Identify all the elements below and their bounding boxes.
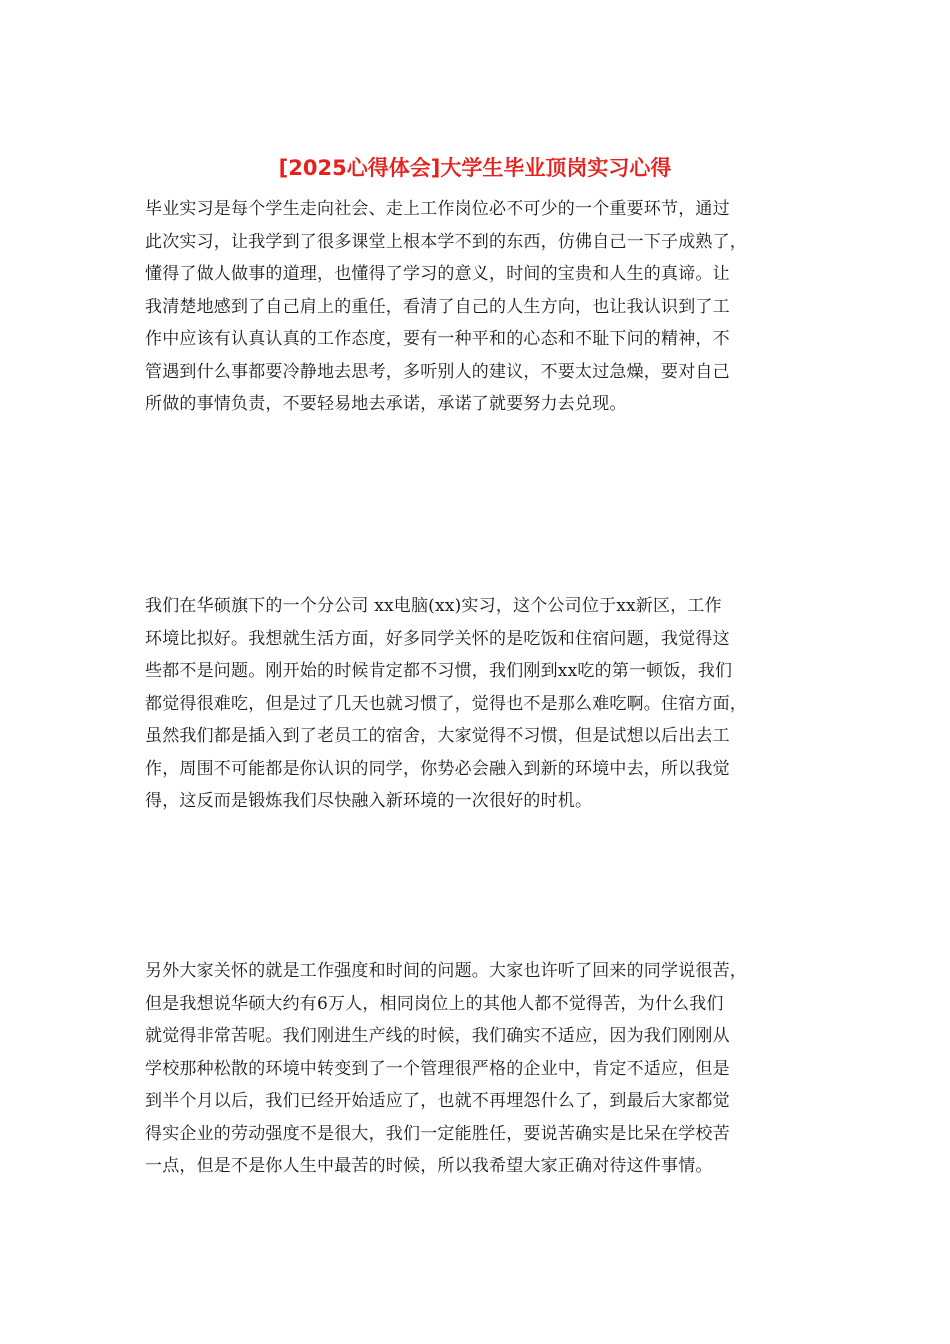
text-line: 我清楚地感到了自己肩上的重任，看清了自己的人生方向，也让我认识到了工 [145, 296, 730, 317]
text-line: 到半个月以后，我们已经开始适应了，也就不再埋怨什么了，到最后大家都觉 [145, 1091, 730, 1111]
text-line: 但是我想说华硕大约有6万人，相同岗位上的其他人都不觉得苦，为什么我们 [145, 993, 724, 1014]
text-line: 管遇到什么事都要冷静地去思考，多听别人的建议，不要太过急燥，要对自己 [145, 361, 730, 382]
text-line: 毕业实习是每个学生走向社会、走上工作岗位必不可少的一个重要环节，通过 [145, 199, 730, 219]
text-line: 作，周围不可能都是你认识的同学，你势必会融入到新的环境中去，所以我觉 [145, 758, 730, 779]
paragraph-internship-significance [145, 193, 810, 421]
text-line: 所做的事情负责，不要轻易地去承诺，承诺了就要努力去兑现。 [145, 394, 627, 414]
text-line: 此次实习，让我学到了很多课堂上根本学不到的东西，仿佛自己一下子成熟了， [145, 231, 747, 252]
text-line: 作中应该有认真认真的工作态度，要有一种平和的心态和不耻下问的精神，不 [145, 329, 730, 349]
text-line: 都觉得很难吃，但是过了几天也就习惯了，觉得也不是那么难吃啊。住宿方面， [145, 693, 747, 714]
text-line: 得实企业的劳动强度不是很大，我们一定能胜任，要说苦确实是比呆在学校苦 [145, 1123, 730, 1144]
text-line: 得，这反而是锻炼我们尽快融入新环境的一次很好的时机。 [145, 791, 593, 811]
text-line: 一点，但是不是你人生中最苦的时候，所以我希望大家正确对待这件事情。 [145, 1156, 713, 1176]
text-line: 另外大家关怀的就是工作强度和时间的问题。大家也许听了回来的同学说很苦， [145, 961, 747, 981]
text-line: 懂得了做人做事的道理，也懂得了学习的意义，时间的宝贵和人生的真谛。让 [145, 264, 730, 284]
text-line: 些都不是问题。刚开始的时候肯定都不习惯，我们刚到xx吃的第一顿饭，我们 [145, 661, 733, 681]
text-line: 学校那种松散的环境中转变到了一个管理很严格的企业中，肯定不适应，但是 [145, 1058, 730, 1079]
text-line: 我们在华硕旗下的一个分公司 xx电脑(xx)实习，这个公司位于xx新区，工作 [145, 596, 722, 616]
text-line: 虽然我们都是插入到了老员工的宿舍，大家觉得不习惯，但是试想以后出去工 [145, 726, 730, 746]
text-line: 环境比拟好。我想就生活方面，好多同学关怀的是吃饭和住宿问题，我觉得这 [145, 628, 730, 649]
paragraph-living-conditions [145, 590, 810, 818]
text-line: 就觉得非常苦呢。我们刚进生产线的时候，我们确实不适应，因为我们刚刚从 [145, 1026, 730, 1046]
page-title: [2025心得体会]大学生毕业顶岗实习心得 [278, 156, 672, 180]
paragraph-work-intensity [145, 955, 810, 1183]
